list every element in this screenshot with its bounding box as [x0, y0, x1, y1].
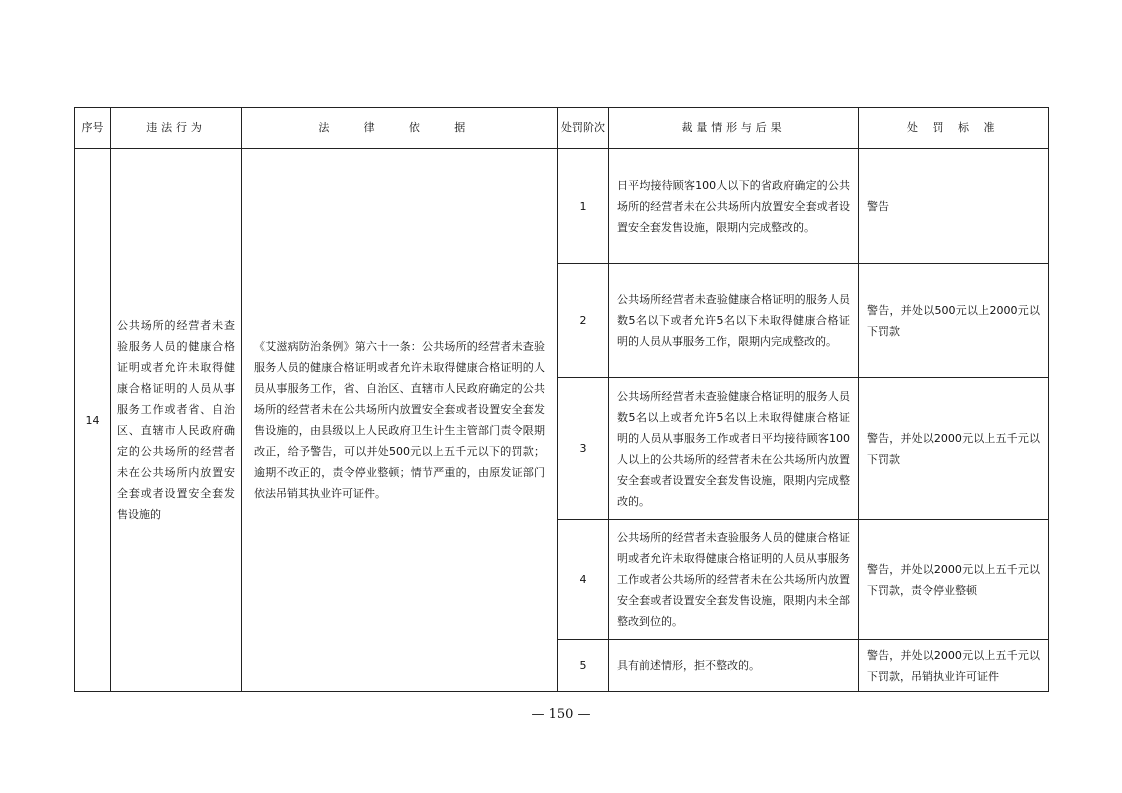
row-circumstance: 具有前述情形，拒不整改的。 [609, 640, 859, 692]
row-no: 5 [558, 640, 609, 692]
row-circumstance: 公共场所经营者未查验健康合格证明的服务人员数5名以下或者允许5名以下未取得健康合格证明的人员从事服务工作，限期内完成整改的。 [609, 264, 859, 378]
header-basis: 法 律 依 据 [242, 108, 558, 149]
row-circumstance: 公共场所经营者未查验健康合格证明的服务人员数5名以上或者允许5名以上未取得健康合格证明的人员从事服务工作或者日平均接待顾客100人以上的公共场所的经营者未在公共场所内放置安全套或者设置安全套发售设施，限期内完成整改的。 [609, 378, 859, 520]
row-no: 2 [558, 264, 609, 378]
header-row [75, 108, 1049, 149]
table-row [75, 149, 1049, 264]
row-standard: 警告，并处以2000元以上五千元以下罚款，责令停业整顿 [859, 520, 1049, 640]
header-seq: 序号 [75, 108, 111, 149]
row-standard: 警告，并处以500元以上2000元以下罚款 [859, 264, 1049, 378]
header-act: 违法行为 [111, 108, 242, 149]
header-circumstance: 裁量情形与后果 [609, 108, 859, 149]
row-no: 1 [558, 149, 609, 264]
row-standard: 警告 [859, 149, 1049, 264]
entry-act: 公共场所的经营者未查验服务人员的健康合格证明或者允许未取得健康合格证明的人员从事服务工作或者省、自治区、直辖市人民政府确定的公共场所的经营者未在公共场所内放置安全套或者设置安全套发售设施的 [111, 149, 242, 692]
row-circumstance: 日平均接待顾客100人以下的省政府确定的公共场所的经营者未在公共场所内放置安全套或者设置安全套发售设施，限期内完成整改的。 [609, 149, 859, 264]
header-standard: 处 罚 标 准 [859, 108, 1049, 149]
row-no: 4 [558, 520, 609, 640]
row-circumstance: 公共场所的经营者未查验服务人员的健康合格证明或者允许未取得健康合格证明的人员从事服务工作或者公共场所的经营者未在公共场所内放置安全套或者设置安全套发售设施，限期内未全部整改到位的。 [609, 520, 859, 640]
page-number: — 150 — [531, 707, 591, 722]
header-times: 处罚阶次 [558, 108, 609, 149]
entry-basis: 《艾滋病防治条例》第六十一条：公共场所的经营者未查验服务人员的健康合格证明或者允许未取得健康合格证明的人员从事服务工作，省、自治区、直辖市人民政府确定的公共场所的经营者未在公共场所内放置安全套或者设置安全套发售设施的，由县级以上人民政府卫生计生主管部门责令限期改正，给予警告，可以并处500元以上五千元以下的罚款；逾期不改正的，责令停业整顿；情节严重的，由原发证部门依法吊销其执业许可证件。 [242, 149, 558, 692]
penalty-table [74, 107, 1049, 692]
row-standard: 警告，并处以2000元以上五千元以下罚款 [859, 378, 1049, 520]
row-no: 3 [558, 378, 609, 520]
row-standard: 警告，并处以2000元以上五千元以下罚款，吊销执业许可证件 [859, 640, 1049, 692]
entry-seq: 14 [75, 149, 111, 692]
